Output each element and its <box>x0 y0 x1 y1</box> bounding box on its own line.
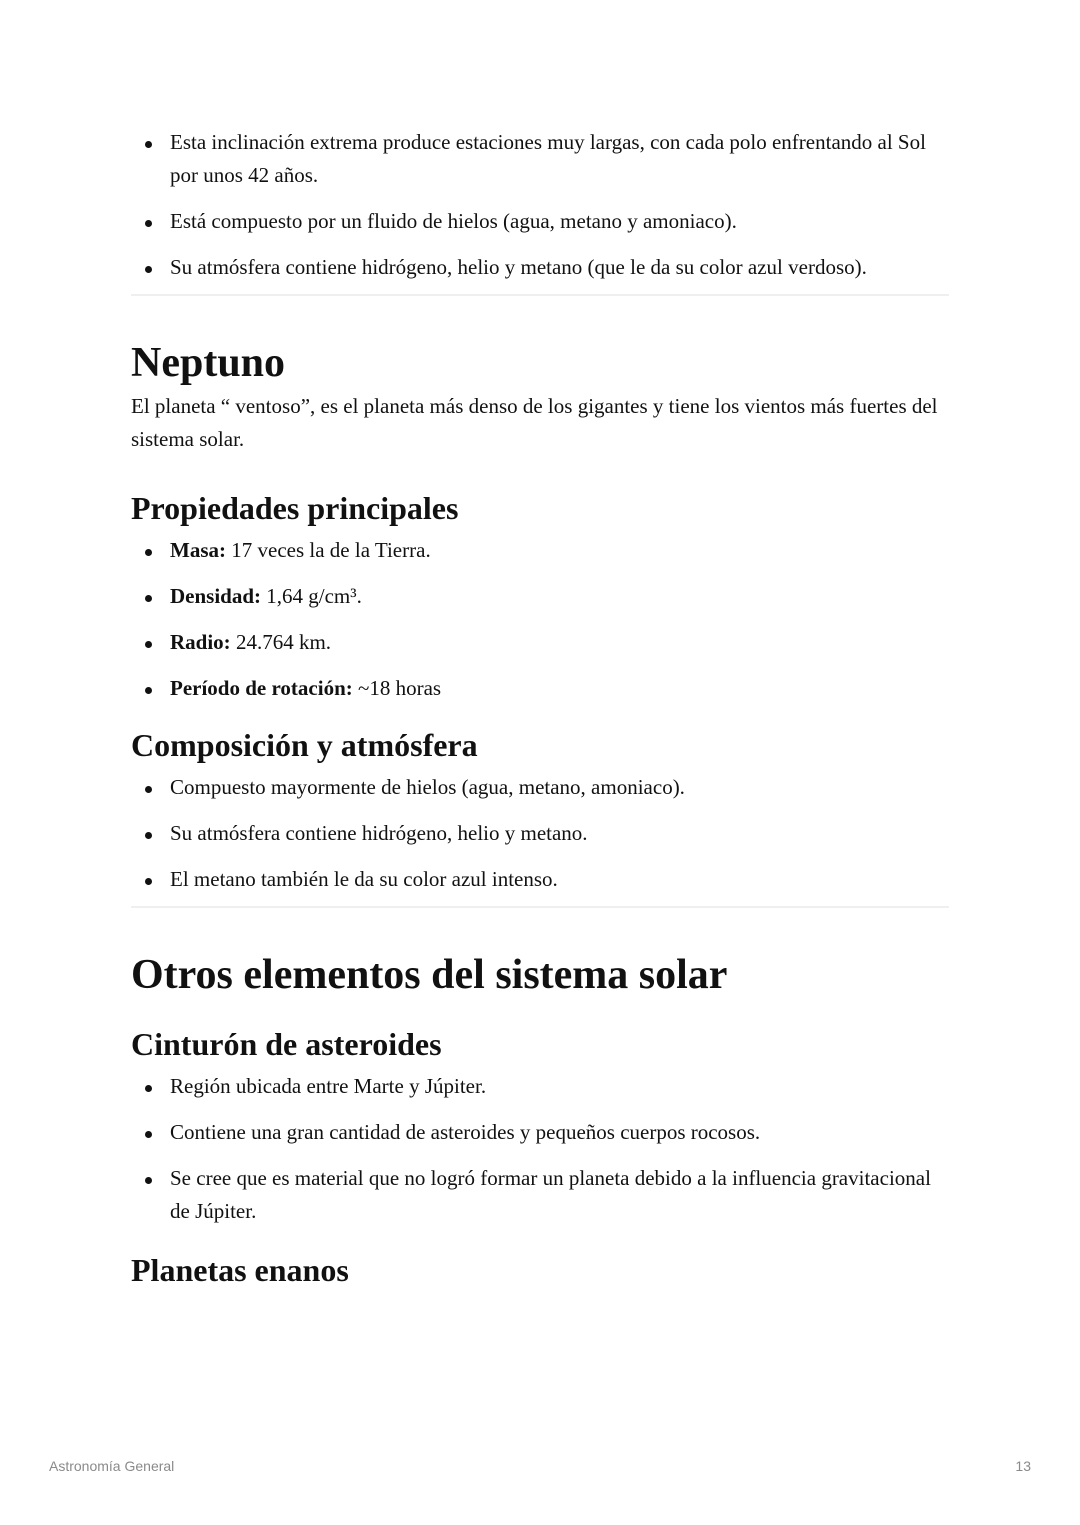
footer-document-title: Astronomía General <box>49 1458 175 1474</box>
property-value: 1,64 g/cm³. <box>261 584 362 608</box>
property-value: 24.764 km. <box>230 630 332 654</box>
list-item <box>170 626 949 659</box>
list-item: Se cree que es material que no logró formar un planeta debido a la influencia gravitacional de Júpiter. <box>170 1162 949 1228</box>
list-item: Compuesto mayormente de hielos (agua, metano, amoniaco). <box>170 771 949 804</box>
section-title-otros: Otros elementos del sistema solar <box>131 952 728 998</box>
uranus-tail-list <box>131 126 949 284</box>
properties-list <box>131 534 949 705</box>
list-item: Contiene una gran cantidad de asteroides y pequeños cuerpos rocosos. <box>170 1116 949 1149</box>
property-label: Radio: <box>170 630 231 654</box>
list-item <box>170 534 949 567</box>
list-item <box>170 672 949 705</box>
heading-cinturon: Cinturón de asteroides <box>131 1026 442 1062</box>
neptuno-intro: El planeta “ ventoso”, es el planeta más denso de los gigantes y tiene los vientos más fuertes del sistema solar. <box>131 394 938 451</box>
heading-composicion: Composición y atmósfera <box>131 727 478 763</box>
property-label: Período de rotación: <box>170 676 353 700</box>
heading-planetas-enanos: Planetas enanos <box>131 1252 349 1288</box>
property-label: Densidad: <box>170 584 262 608</box>
heading-propiedades: Propiedades principales <box>131 490 459 526</box>
property-value: ~18 horas <box>352 676 442 700</box>
footer-page-number: 13 <box>1015 1458 1031 1474</box>
list-item <box>170 580 949 613</box>
list-item: Región ubicada entre Marte y Júpiter. <box>170 1070 949 1103</box>
section-title-neptuno: Neptuno <box>131 340 286 386</box>
list-item: El metano también le da su color azul intenso. <box>170 863 949 896</box>
section-divider <box>131 294 949 296</box>
section-divider <box>131 906 949 908</box>
list-item: Su atmósfera contiene hidrógeno, helio y metano. <box>170 817 949 850</box>
asteroid-belt-list <box>131 1070 949 1228</box>
list-item: Su atmósfera contiene hidrógeno, helio y metano (que le da su color azul verdoso). <box>170 251 949 284</box>
composition-list <box>131 771 949 896</box>
list-item: Está compuesto por un fluido de hielos (agua, metano y amoniaco). <box>170 205 949 238</box>
list-item: Esta inclinación extrema produce estaciones muy largas, con cada polo enfrentando al Sol por unos 42 años. <box>170 126 949 192</box>
property-label: Masa: <box>170 538 226 562</box>
page-content <box>131 126 949 1290</box>
property-value: 17 veces la de la Tierra. <box>226 538 431 562</box>
